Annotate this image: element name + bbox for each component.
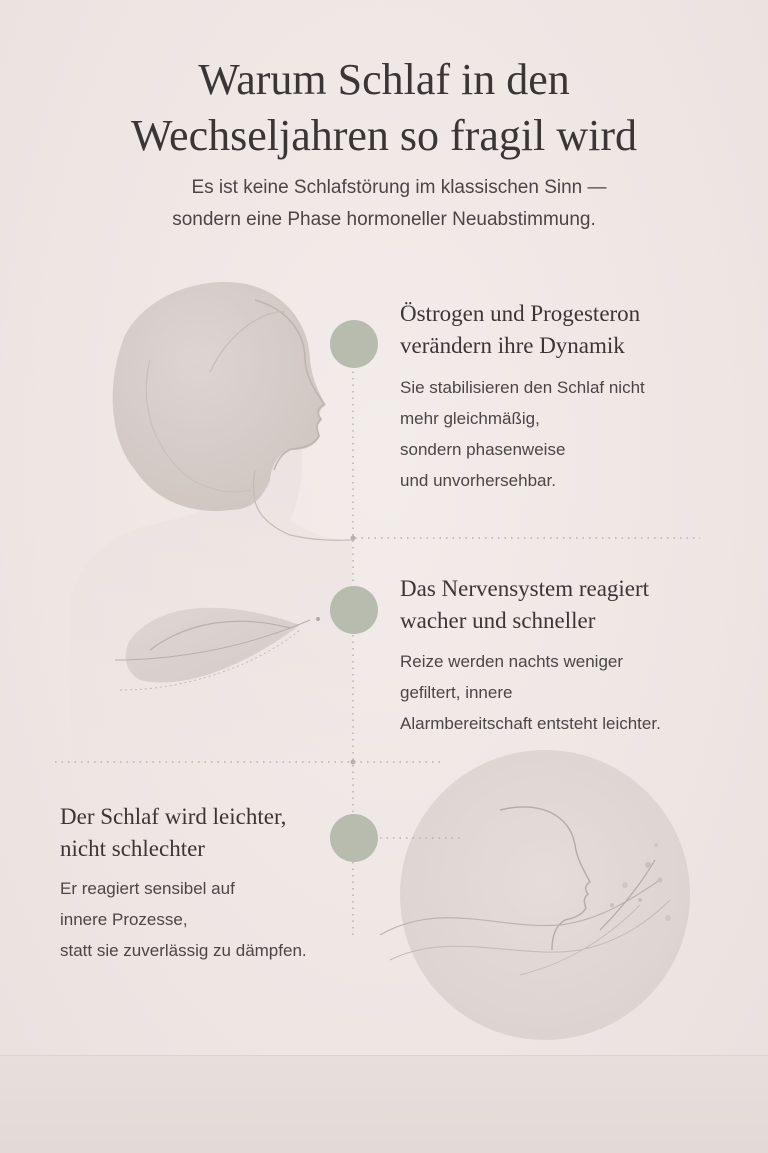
- subtitle-line-1: Es ist keine Schlafstörung im klassischen Sinn —: [191, 177, 607, 198]
- section-2-heading-line-1: Das Nervensystem reagiert: [400, 576, 650, 601]
- section-3-heading-line-1: Der Schlaf wird leichter,: [60, 804, 287, 829]
- woman-silhouette-icon: [70, 282, 352, 760]
- section-1-body-line-3: sondern phasenweise: [400, 440, 566, 459]
- section-2-heading: [400, 573, 649, 637]
- profile-circle-illustration-icon: [380, 750, 690, 1040]
- subtitle-line-2: sondern eine Phase hormoneller Neuabstimmung.: [172, 209, 596, 230]
- section-3-marker-dot: [330, 814, 378, 862]
- section-1-marker-dot: [330, 320, 378, 368]
- section-3-body-line-3: statt sie zuverlässig zu dämpfen.: [60, 941, 307, 960]
- section-2-marker-dot: [330, 586, 378, 634]
- section-1-heading-line-1: Östrogen und Progesteron: [400, 301, 641, 326]
- section-2-body-line-2: gefiltert, innere: [400, 683, 513, 702]
- section-2-body-line-1: Reize werden nachts weniger: [400, 652, 624, 671]
- section-1-heading-line-2: verändern ihre Dynamik: [400, 333, 625, 358]
- title-line-2: Wechseljahren so fragil wird: [131, 111, 637, 160]
- section-3-body-line-1: Er reagiert sensibel auf: [60, 879, 235, 898]
- section-3-heading-line-2: nicht schlechter: [60, 836, 205, 861]
- section-1-body-line-1: Sie stabilisieren den Schlaf nicht: [400, 378, 645, 397]
- title-line-1: Warum Schlaf in den: [198, 55, 570, 104]
- section-3-body-line-2: innere Prozesse,: [60, 910, 188, 929]
- section-2-body-line-3: Alarmbereitschaft entsteht leichter.: [400, 714, 661, 733]
- section-1-body-line-2: mehr gleichmäßig,: [400, 409, 540, 428]
- section-1-heading: [400, 298, 640, 362]
- page-title: [0, 52, 768, 164]
- section-3-body: [60, 873, 307, 966]
- section-2-heading-line-2: wacher und schneller: [400, 608, 596, 633]
- section-3-heading: [60, 801, 286, 865]
- section-1-body-line-4: und unvorhersehbar.: [400, 471, 556, 490]
- section-2-body: [400, 646, 661, 739]
- section-1-body: [400, 372, 645, 496]
- subtitle: [0, 172, 768, 236]
